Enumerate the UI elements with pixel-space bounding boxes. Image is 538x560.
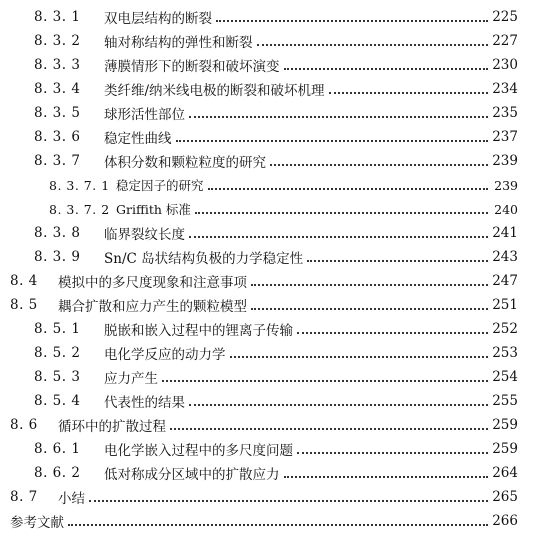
dot-leader [297, 331, 488, 334]
entry-number: 8. 6. 1 [34, 441, 81, 457]
toc-entry[interactable] [0, 246, 518, 268]
entry-number: 8. 5. 4 [34, 393, 81, 409]
toc-entry[interactable] [0, 318, 518, 340]
entry-page-number: 230 [492, 57, 518, 73]
dot-leader [307, 259, 488, 262]
entry-title: 类纤维/纳米线电极的断裂和破坏机理 [104, 83, 325, 99]
entry-number: 8. 6 [10, 417, 38, 433]
entry-number: 8. 3. 2 [34, 33, 81, 49]
toc-entry[interactable] [0, 54, 518, 76]
entry-title: 模拟中的多尺度现象和注意事项 [58, 275, 247, 291]
toc-entry[interactable] [0, 222, 518, 244]
entry-number: 8. 4 [10, 273, 38, 289]
entry-page-number: 266 [492, 513, 518, 529]
entry-number: 8. 3. 7. 2 [49, 201, 110, 217]
toc-entry[interactable] [0, 366, 518, 388]
entry-title: 代表性的结果 [104, 395, 185, 411]
entry-number: 8. 6. 2 [34, 465, 81, 481]
entry-title: 脱嵌和嵌入过程中的锂离子传输 [104, 323, 293, 339]
toc-entry[interactable] [0, 294, 518, 316]
entry-title: 临界裂纹长度 [104, 227, 185, 243]
toc-entry[interactable] [0, 438, 518, 460]
entry-number: 8. 3. 5 [34, 105, 81, 121]
entry-page-number: 255 [492, 393, 518, 409]
entry-title: 稳定因子的研究 [116, 178, 204, 193]
entry-title: 体积分数和颗粒粒度的研究 [104, 155, 266, 171]
dot-leader [162, 379, 488, 382]
entry-page-number: 251 [492, 297, 518, 313]
entry-page-number: 239 [494, 177, 518, 193]
entry-page-number: 264 [492, 465, 518, 481]
entry-number: 8. 5. 1 [34, 321, 81, 337]
toc-entry[interactable] [0, 30, 518, 52]
toc-entry[interactable] [0, 390, 518, 412]
dot-leader [216, 19, 488, 22]
dot-leader [208, 187, 488, 190]
toc-entry[interactable] [0, 342, 518, 364]
entry-page-number: 234 [492, 81, 518, 97]
dot-leader [195, 211, 488, 214]
entry-page-number: 254 [492, 369, 518, 385]
entry-number: 8. 3. 4 [34, 81, 81, 97]
entry-page-number: 253 [492, 345, 518, 361]
toc-entry[interactable] [0, 150, 518, 172]
toc-entry[interactable] [0, 102, 518, 124]
dot-leader [189, 403, 488, 406]
dot-leader [257, 43, 489, 46]
entry-title: 耦合扩散和应力产生的颗粒模型 [58, 299, 247, 315]
dot-leader [230, 355, 489, 358]
toc-entry[interactable] [0, 6, 518, 28]
entry-page-number: 239 [492, 153, 518, 169]
dot-leader [329, 91, 488, 94]
entry-number: 8. 5. 2 [34, 345, 81, 361]
entry-number: 8. 5. 3 [34, 369, 81, 385]
entry-title: 电化学反应的动力学 [104, 347, 226, 363]
dot-leader [189, 115, 488, 118]
toc-entry[interactable] [0, 174, 518, 196]
entry-title: 稳定性曲线 [104, 131, 172, 147]
toc-entry[interactable] [0, 414, 518, 436]
entry-title: Sn/C 岛状结构负极的力学稳定性 [104, 251, 304, 267]
entry-number: 8. 3. 7 [34, 153, 81, 169]
dot-leader [251, 283, 488, 286]
entry-page-number: 235 [492, 105, 518, 121]
entry-page-number: 225 [492, 9, 518, 25]
toc-entry[interactable] [0, 78, 518, 100]
dot-leader [170, 427, 488, 430]
toc-entry[interactable] [0, 270, 518, 292]
entry-number: 8. 3. 9 [34, 249, 81, 265]
dot-leader [251, 307, 488, 310]
entry-page-number: 241 [492, 225, 518, 241]
dot-leader [189, 235, 488, 238]
entry-page-number: 265 [492, 489, 518, 505]
entry-number: 8. 3. 1 [34, 9, 81, 25]
entry-page-number: 252 [492, 321, 518, 337]
toc-entry[interactable] [0, 462, 518, 484]
entry-number: 8. 3. 8 [34, 225, 81, 241]
entry-title: Griffith 标准 [116, 202, 191, 217]
entry-title: 参考文献 [10, 515, 64, 531]
toc-entry[interactable] [0, 486, 518, 508]
entry-title: 应力产生 [104, 371, 158, 387]
dot-leader [270, 163, 488, 166]
entry-title: 双电层结构的断裂 [104, 11, 212, 27]
entry-page-number: 240 [494, 201, 518, 217]
entry-page-number: 247 [492, 273, 518, 289]
toc-entry[interactable] [0, 198, 518, 220]
dot-leader [284, 475, 489, 478]
toc-entry[interactable] [0, 126, 518, 148]
toc-entry[interactable] [0, 510, 518, 532]
entry-page-number: 259 [492, 441, 518, 457]
dot-leader [284, 67, 489, 70]
dot-leader [89, 499, 488, 502]
entry-title: 球形活性部位 [104, 107, 185, 123]
dot-leader [297, 451, 488, 454]
entry-title: 轴对称结构的弹性和断裂 [104, 35, 253, 51]
entry-title: 循环中的扩散过程 [58, 419, 166, 435]
entry-page-number: 237 [492, 129, 518, 145]
dot-leader [68, 523, 488, 526]
entry-number: 8. 3. 7. 1 [49, 177, 110, 193]
entry-number: 8. 3. 3 [34, 57, 81, 73]
entry-title: 电化学嵌入过程中的多尺度问题 [104, 443, 293, 459]
entry-number: 8. 3. 6 [34, 129, 81, 145]
entry-page-number: 259 [492, 417, 518, 433]
entry-title: 低对称成分区域中的扩散应力 [104, 467, 280, 483]
entry-number: 8. 5 [10, 297, 38, 313]
dot-leader [176, 139, 489, 142]
entry-page-number: 227 [492, 33, 518, 49]
entry-number: 8. 7 [10, 489, 38, 505]
entry-title: 薄膜情形下的断裂和破坏演变 [104, 59, 280, 75]
entry-title: 小结 [58, 491, 85, 507]
entry-page-number: 243 [492, 249, 518, 265]
